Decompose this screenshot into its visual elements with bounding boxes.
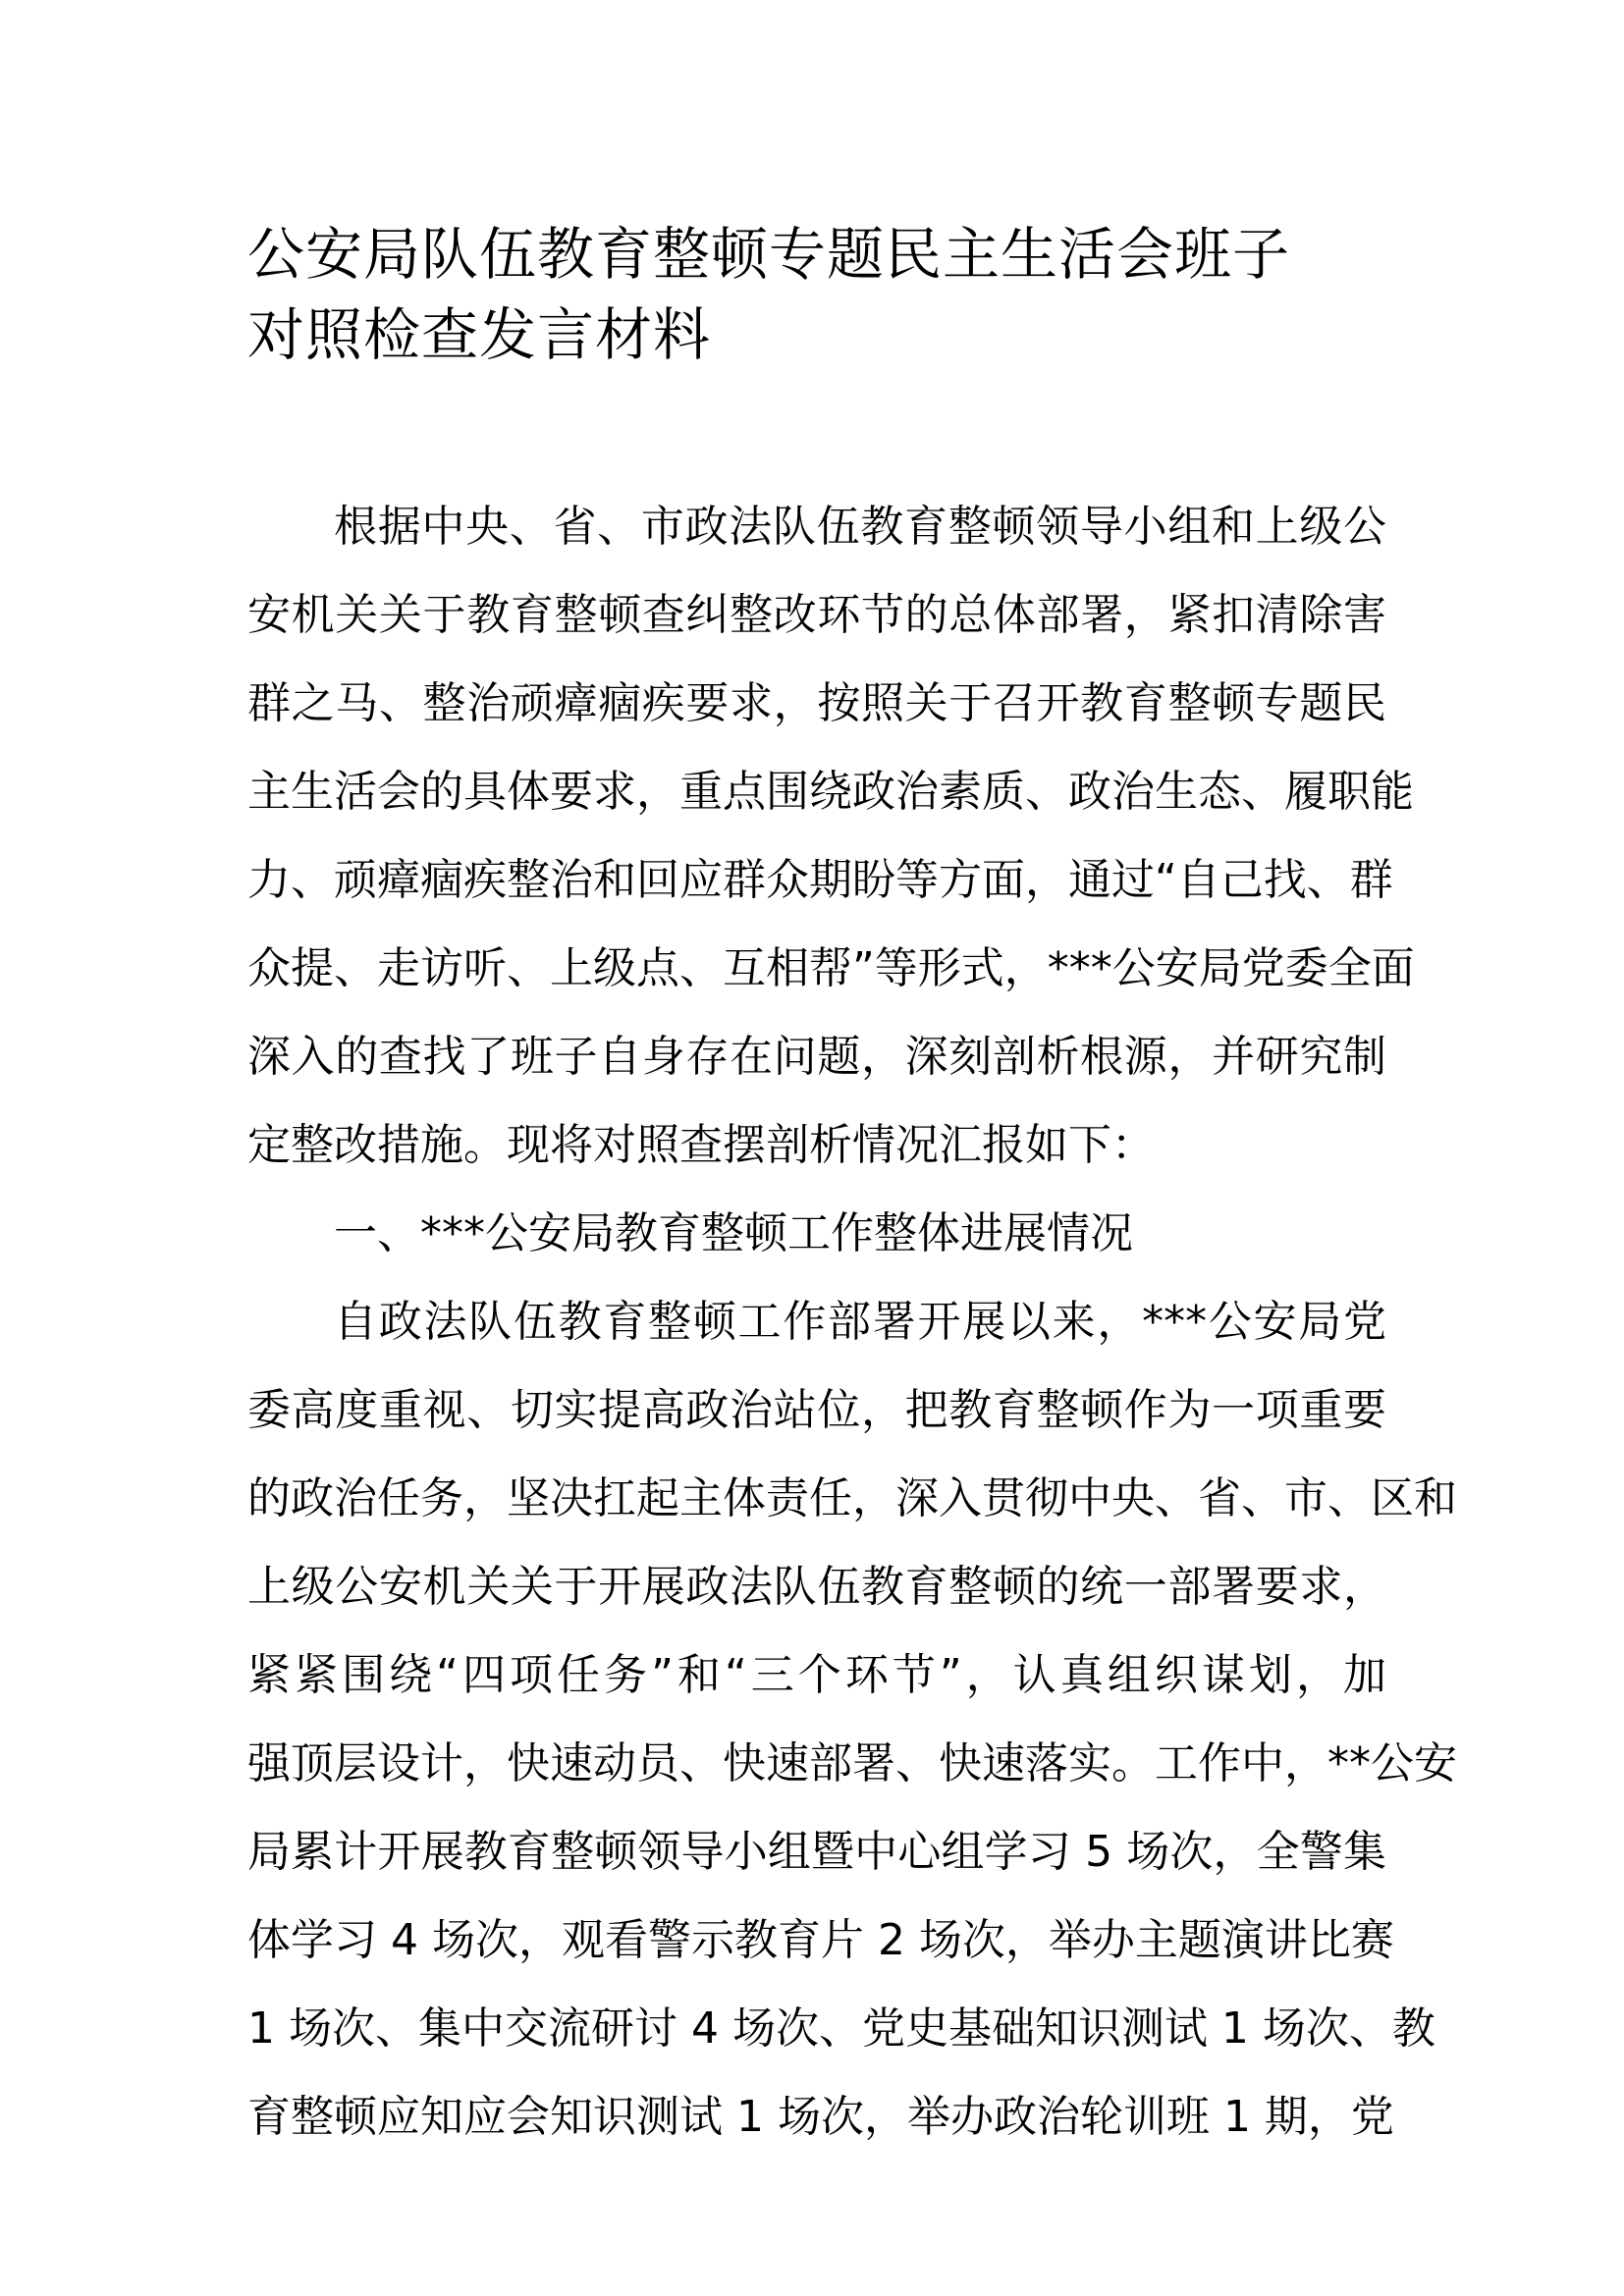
text-line: 的政治任务，坚决扛起主体责任，深入贯彻中央、省、市、区和 [247,1473,1457,1523]
text-line: 群之马、整治顽瘴痼疾要求，按照关于召开教育整顿专题民 [247,678,1386,728]
text-line: 主生活会的具体要求，重点围绕政治素质、政治生态、履职能 [247,767,1414,817]
text-line: 育整顿应知应会知识测试 1 场次，举办政治轮训班 1 期，党 [247,2092,1394,2142]
paragraph-intro [247,483,1415,1190]
section-heading-text: 一、***公安局教育整顿工作整体进展情况 [334,1208,1133,1258]
text-line: 深入的查找了班子自身存在问题，深刻剖析根源，并研究制 [247,1032,1386,1082]
document-title [247,214,1386,375]
text-line: 上级公安机关关于开展政法队伍教育整顿的统一部署要求， [247,1562,1386,1612]
text-line: 局累计开展教育整顿领导小组暨中心组学习 5 场次，全警集 [247,1827,1386,1877]
text-line: 体学习 4 场次，观看警示教育片 2 场次，举办主题演讲比赛 [247,1915,1394,1965]
text-line: 1 场次、集中交流研讨 4 场次、党史基础知识测试 1 场次、教 [247,2003,1435,2054]
text-line: 力、顽瘴痼疾整治和回应群众期盼等方面，通过“自己找、群 [247,855,1393,905]
text-line: 定整改措施。现将对照查摆剖析情况汇报如下： [247,1120,1155,1170]
text-line: 安机关关于教育整顿查纠整改环节的总体部署，紧扣清除害 [247,590,1386,640]
text-line: 委高度重视、切实提高政治站位，把教育整顿作为一项重要 [247,1385,1386,1435]
text-line: 根据中央、省、市政法队伍教育整顿领导小组和上级公 [334,502,1386,552]
document-body [247,483,1457,2162]
text-line: 强顶层设计，快速动员、快速部署、快速落实。工作中，**公安 [247,1738,1457,1789]
text-line: 众提、走访听、上级点、互相帮”等形式，***公安局党委全面 [247,943,1415,993]
title-line-2: 对照检查发言材料 [247,301,712,368]
text-line: 紧紧围绕“四项任务”和“三个环节”，认真组织谋划，加 [247,1650,1386,1700]
title-line-1: 公安局队伍教育整顿专题民主生活会班子 [247,221,1291,288]
section-heading [247,1190,1386,1278]
text-line: 自政法队伍教育整顿工作部署开展以来，***公安局党 [334,1297,1386,1347]
paragraph-progress [247,1278,1457,2162]
